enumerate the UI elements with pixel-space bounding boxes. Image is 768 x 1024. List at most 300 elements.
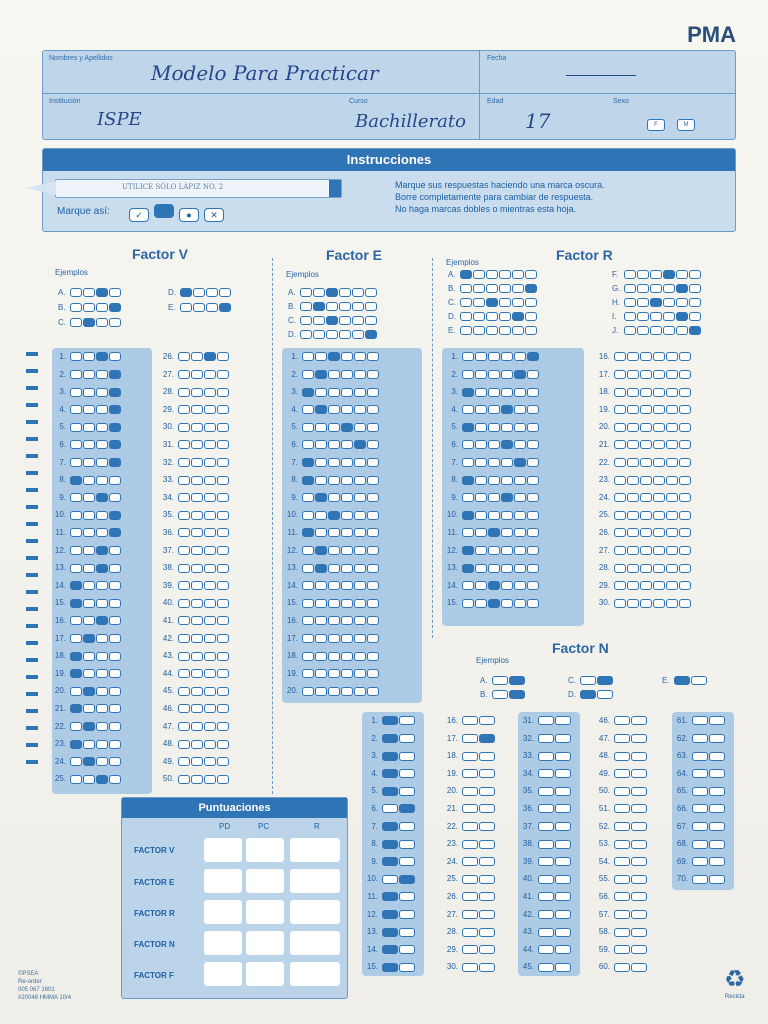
answer-bubble[interactable] xyxy=(367,528,379,537)
answer-bubble[interactable] xyxy=(328,476,340,485)
name-value[interactable]: Modelo Para Practicar xyxy=(151,61,379,85)
answer-bubble[interactable] xyxy=(631,875,647,884)
answer-bubble[interactable] xyxy=(640,493,652,502)
answer-bubble[interactable] xyxy=(475,546,487,555)
answer-bubble[interactable] xyxy=(178,722,190,731)
answer-bubble[interactable] xyxy=(499,326,511,335)
answer-bubble[interactable] xyxy=(302,546,314,555)
answer-bubble[interactable] xyxy=(109,775,121,784)
answer-bubble[interactable] xyxy=(204,599,216,608)
answer-bubble[interactable] xyxy=(614,476,626,485)
answer-bubble[interactable] xyxy=(666,546,678,555)
answer-bubble[interactable] xyxy=(217,370,229,379)
answer-bubble[interactable] xyxy=(614,945,630,954)
answer-bubble[interactable] xyxy=(614,769,630,778)
answer-bubble[interactable] xyxy=(109,704,121,713)
answer-bubble[interactable] xyxy=(631,928,647,937)
answer-bubble[interactable] xyxy=(367,388,379,397)
answer-bubble[interactable] xyxy=(204,722,216,731)
answer-bubble[interactable] xyxy=(70,775,82,784)
answer-bubble[interactable] xyxy=(614,528,626,537)
answer-bubble[interactable] xyxy=(70,652,82,661)
answer-bubble[interactable] xyxy=(512,284,524,293)
answer-bubble[interactable] xyxy=(689,270,701,279)
answer-bubble[interactable] xyxy=(70,740,82,749)
answer-bubble[interactable] xyxy=(614,910,630,919)
answer-bubble[interactable] xyxy=(328,423,340,432)
score-box[interactable] xyxy=(246,900,284,924)
answer-bubble[interactable] xyxy=(501,599,513,608)
answer-bubble[interactable] xyxy=(70,546,82,555)
answer-bubble[interactable] xyxy=(488,476,500,485)
answer-bubble[interactable] xyxy=(627,352,639,361)
answer-bubble[interactable] xyxy=(650,312,662,321)
answer-bubble[interactable] xyxy=(527,370,539,379)
answer-bubble[interactable] xyxy=(555,752,571,761)
answer-bubble[interactable] xyxy=(624,284,636,293)
score-box[interactable] xyxy=(246,931,284,955)
answer-bubble[interactable] xyxy=(462,581,474,590)
answer-bubble[interactable] xyxy=(96,405,108,414)
answer-bubble[interactable] xyxy=(399,716,415,725)
answer-bubble[interactable] xyxy=(204,370,216,379)
answer-bubble[interactable] xyxy=(341,458,353,467)
answer-bubble[interactable] xyxy=(217,634,229,643)
institution-value[interactable]: ISPE xyxy=(97,109,142,130)
answer-bubble[interactable] xyxy=(679,370,691,379)
score-box[interactable] xyxy=(290,962,340,986)
answer-bubble[interactable] xyxy=(488,370,500,379)
answer-bubble[interactable] xyxy=(692,734,708,743)
score-box[interactable] xyxy=(246,838,284,862)
answer-bubble[interactable] xyxy=(313,302,325,311)
answer-bubble[interactable] xyxy=(341,564,353,573)
answer-bubble[interactable] xyxy=(341,511,353,520)
answer-bubble[interactable] xyxy=(96,493,108,502)
answer-bubble[interactable] xyxy=(460,312,472,321)
answer-bubble[interactable] xyxy=(663,298,675,307)
answer-bubble[interactable] xyxy=(640,581,652,590)
answer-bubble[interactable] xyxy=(479,857,495,866)
answer-bubble[interactable] xyxy=(96,370,108,379)
answer-bubble[interactable] xyxy=(302,616,314,625)
answer-bubble[interactable] xyxy=(486,326,498,335)
answer-bubble[interactable] xyxy=(354,423,366,432)
answer-bubble[interactable] xyxy=(679,564,691,573)
answer-bubble[interactable] xyxy=(96,528,108,537)
answer-bubble[interactable] xyxy=(70,634,82,643)
answer-bubble[interactable] xyxy=(367,616,379,625)
answer-bubble[interactable] xyxy=(692,875,708,884)
answer-bubble[interactable] xyxy=(676,270,688,279)
answer-bubble[interactable] xyxy=(328,352,340,361)
answer-bubble[interactable] xyxy=(328,634,340,643)
answer-bubble[interactable] xyxy=(486,284,498,293)
answer-bubble[interactable] xyxy=(488,581,500,590)
answer-bubble[interactable] xyxy=(676,298,688,307)
answer-bubble[interactable] xyxy=(382,822,398,831)
answer-bubble[interactable] xyxy=(538,910,554,919)
answer-bubble[interactable] xyxy=(614,352,626,361)
answer-bubble[interactable] xyxy=(217,423,229,432)
answer-bubble[interactable] xyxy=(631,734,647,743)
answer-bubble[interactable] xyxy=(614,928,630,937)
answer-bubble[interactable] xyxy=(475,458,487,467)
score-box[interactable] xyxy=(204,869,242,893)
answer-bubble[interactable] xyxy=(653,599,665,608)
answer-bubble[interactable] xyxy=(70,564,82,573)
answer-bubble[interactable] xyxy=(614,581,626,590)
answer-bubble[interactable] xyxy=(217,546,229,555)
answer-bubble[interactable] xyxy=(109,687,121,696)
answer-bubble[interactable] xyxy=(514,599,526,608)
answer-bubble[interactable] xyxy=(204,528,216,537)
answer-bubble[interactable] xyxy=(597,690,613,699)
answer-bubble[interactable] xyxy=(109,722,121,731)
answer-bubble[interactable] xyxy=(666,511,678,520)
answer-bubble[interactable] xyxy=(462,511,474,520)
answer-bubble[interactable] xyxy=(460,270,472,279)
answer-bubble[interactable] xyxy=(191,652,203,661)
answer-bubble[interactable] xyxy=(83,303,95,312)
answer-bubble[interactable] xyxy=(473,326,485,335)
answer-bubble[interactable] xyxy=(109,423,121,432)
answer-bubble[interactable] xyxy=(462,370,474,379)
answer-bubble[interactable] xyxy=(83,388,95,397)
answer-bubble[interactable] xyxy=(399,963,415,972)
answer-bubble[interactable] xyxy=(399,734,415,743)
answer-bubble[interactable] xyxy=(399,769,415,778)
answer-bubble[interactable] xyxy=(679,511,691,520)
answer-bubble[interactable] xyxy=(527,458,539,467)
answer-bubble[interactable] xyxy=(488,440,500,449)
answer-bubble[interactable] xyxy=(96,288,108,297)
answer-bubble[interactable] xyxy=(663,326,675,335)
answer-bubble[interactable] xyxy=(525,270,537,279)
answer-bubble[interactable] xyxy=(313,288,325,297)
answer-bubble[interactable] xyxy=(676,312,688,321)
answer-bubble[interactable] xyxy=(204,775,216,784)
answer-bubble[interactable] xyxy=(614,734,630,743)
answer-bubble[interactable] xyxy=(204,546,216,555)
answer-bubble[interactable] xyxy=(354,669,366,678)
answer-bubble[interactable] xyxy=(399,752,415,761)
answer-bubble[interactable] xyxy=(525,326,537,335)
answer-bubble[interactable] xyxy=(367,476,379,485)
answer-bubble[interactable] xyxy=(631,963,647,972)
answer-bubble[interactable] xyxy=(624,270,636,279)
answer-bubble[interactable] xyxy=(180,303,192,312)
answer-bubble[interactable] xyxy=(354,546,366,555)
answer-bubble[interactable] xyxy=(83,511,95,520)
answer-bubble[interactable] xyxy=(666,476,678,485)
answer-bubble[interactable] xyxy=(302,634,314,643)
answer-bubble[interactable] xyxy=(191,352,203,361)
answer-bubble[interactable] xyxy=(479,769,495,778)
answer-bubble[interactable] xyxy=(204,476,216,485)
answer-bubble[interactable] xyxy=(538,945,554,954)
answer-bubble[interactable] xyxy=(479,787,495,796)
answer-bubble[interactable] xyxy=(109,740,121,749)
answer-bubble[interactable] xyxy=(509,676,525,685)
answer-bubble[interactable] xyxy=(631,822,647,831)
answer-bubble[interactable] xyxy=(527,511,539,520)
age-value[interactable]: 17 xyxy=(525,109,551,133)
answer-bubble[interactable] xyxy=(653,458,665,467)
answer-bubble[interactable] xyxy=(217,616,229,625)
answer-bubble[interactable] xyxy=(614,370,626,379)
answer-bubble[interactable] xyxy=(479,945,495,954)
answer-bubble[interactable] xyxy=(627,511,639,520)
answer-bubble[interactable] xyxy=(709,857,725,866)
answer-bubble[interactable] xyxy=(96,546,108,555)
answer-bubble[interactable] xyxy=(514,528,526,537)
answer-bubble[interactable] xyxy=(555,769,571,778)
answer-bubble[interactable] xyxy=(627,458,639,467)
answer-bubble[interactable] xyxy=(204,581,216,590)
answer-bubble[interactable] xyxy=(679,476,691,485)
answer-bubble[interactable] xyxy=(217,757,229,766)
answer-bubble[interactable] xyxy=(302,458,314,467)
answer-bubble[interactable] xyxy=(653,581,665,590)
answer-bubble[interactable] xyxy=(302,370,314,379)
answer-bubble[interactable] xyxy=(96,634,108,643)
answer-bubble[interactable] xyxy=(382,875,398,884)
answer-bubble[interactable] xyxy=(328,528,340,537)
answer-bubble[interactable] xyxy=(83,599,95,608)
answer-bubble[interactable] xyxy=(83,704,95,713)
answer-bubble[interactable] xyxy=(631,716,647,725)
answer-bubble[interactable] xyxy=(580,676,596,685)
answer-bubble[interactable] xyxy=(382,892,398,901)
answer-bubble[interactable] xyxy=(462,787,478,796)
answer-bubble[interactable] xyxy=(679,388,691,397)
answer-bubble[interactable] xyxy=(382,734,398,743)
answer-bubble[interactable] xyxy=(191,599,203,608)
answer-bubble[interactable] xyxy=(217,687,229,696)
answer-bubble[interactable] xyxy=(191,669,203,678)
answer-bubble[interactable] xyxy=(354,599,366,608)
answer-bubble[interactable] xyxy=(525,298,537,307)
answer-bubble[interactable] xyxy=(96,303,108,312)
answer-bubble[interactable] xyxy=(70,370,82,379)
answer-bubble[interactable] xyxy=(109,669,121,678)
answer-bubble[interactable] xyxy=(341,440,353,449)
answer-bubble[interactable] xyxy=(479,963,495,972)
answer-bubble[interactable] xyxy=(676,284,688,293)
answer-bubble[interactable] xyxy=(473,312,485,321)
answer-bubble[interactable] xyxy=(204,405,216,414)
answer-bubble[interactable] xyxy=(691,676,707,685)
answer-bubble[interactable] xyxy=(479,840,495,849)
answer-bubble[interactable] xyxy=(302,528,314,537)
answer-bubble[interactable] xyxy=(83,288,95,297)
answer-bubble[interactable] xyxy=(315,669,327,678)
answer-bubble[interactable] xyxy=(663,284,675,293)
answer-bubble[interactable] xyxy=(367,405,379,414)
answer-bubble[interactable] xyxy=(653,440,665,449)
answer-bubble[interactable] xyxy=(83,546,95,555)
answer-bubble[interactable] xyxy=(627,564,639,573)
answer-bubble[interactable] xyxy=(109,616,121,625)
answer-bubble[interactable] xyxy=(514,440,526,449)
answer-bubble[interactable] xyxy=(631,857,647,866)
answer-bubble[interactable] xyxy=(315,528,327,537)
answer-bubble[interactable] xyxy=(178,440,190,449)
answer-bubble[interactable] xyxy=(352,302,364,311)
answer-bubble[interactable] xyxy=(614,857,630,866)
answer-bubble[interactable] xyxy=(109,303,121,312)
answer-bubble[interactable] xyxy=(640,564,652,573)
answer-bubble[interactable] xyxy=(315,634,327,643)
answer-bubble[interactable] xyxy=(462,857,478,866)
answer-bubble[interactable] xyxy=(462,945,478,954)
answer-bubble[interactable] xyxy=(315,616,327,625)
answer-bubble[interactable] xyxy=(555,840,571,849)
answer-bubble[interactable] xyxy=(328,669,340,678)
answer-bubble[interactable] xyxy=(488,493,500,502)
answer-bubble[interactable] xyxy=(555,857,571,866)
answer-bubble[interactable] xyxy=(488,546,500,555)
answer-bubble[interactable] xyxy=(206,288,218,297)
answer-bubble[interactable] xyxy=(382,752,398,761)
answer-bubble[interactable] xyxy=(527,476,539,485)
answer-bubble[interactable] xyxy=(692,716,708,725)
answer-bubble[interactable] xyxy=(204,388,216,397)
answer-bubble[interactable] xyxy=(96,581,108,590)
answer-bubble[interactable] xyxy=(462,752,478,761)
answer-bubble[interactable] xyxy=(653,405,665,414)
answer-bubble[interactable] xyxy=(475,564,487,573)
score-box[interactable] xyxy=(290,931,340,955)
answer-bubble[interactable] xyxy=(399,945,415,954)
answer-bubble[interactable] xyxy=(217,352,229,361)
answer-bubble[interactable] xyxy=(462,440,474,449)
answer-bubble[interactable] xyxy=(514,370,526,379)
answer-bubble[interactable] xyxy=(354,370,366,379)
answer-bubble[interactable] xyxy=(326,288,338,297)
answer-bubble[interactable] xyxy=(219,303,231,312)
answer-bubble[interactable] xyxy=(627,405,639,414)
answer-bubble[interactable] xyxy=(462,963,478,972)
answer-bubble[interactable] xyxy=(514,388,526,397)
answer-bubble[interactable] xyxy=(580,690,596,699)
answer-bubble[interactable] xyxy=(640,511,652,520)
answer-bubble[interactable] xyxy=(462,599,474,608)
answer-bubble[interactable] xyxy=(492,676,508,685)
answer-bubble[interactable] xyxy=(328,405,340,414)
answer-bubble[interactable] xyxy=(627,370,639,379)
answer-bubble[interactable] xyxy=(204,652,216,661)
answer-bubble[interactable] xyxy=(679,599,691,608)
answer-bubble[interactable] xyxy=(653,528,665,537)
sex-m-bubble[interactable]: M xyxy=(677,119,695,131)
answer-bubble[interactable] xyxy=(527,546,539,555)
answer-bubble[interactable] xyxy=(178,634,190,643)
answer-bubble[interactable] xyxy=(382,840,398,849)
answer-bubble[interactable] xyxy=(637,298,649,307)
answer-bubble[interactable] xyxy=(512,326,524,335)
answer-bubble[interactable] xyxy=(488,458,500,467)
answer-bubble[interactable] xyxy=(315,370,327,379)
answer-bubble[interactable] xyxy=(614,440,626,449)
answer-bubble[interactable] xyxy=(637,270,649,279)
answer-bubble[interactable] xyxy=(217,476,229,485)
answer-bubble[interactable] xyxy=(512,312,524,321)
answer-bubble[interactable] xyxy=(313,316,325,325)
answer-bubble[interactable] xyxy=(341,528,353,537)
answer-bubble[interactable] xyxy=(328,370,340,379)
answer-bubble[interactable] xyxy=(70,458,82,467)
answer-bubble[interactable] xyxy=(191,405,203,414)
answer-bubble[interactable] xyxy=(627,476,639,485)
answer-bubble[interactable] xyxy=(486,298,498,307)
answer-bubble[interactable] xyxy=(614,511,626,520)
answer-bubble[interactable] xyxy=(96,388,108,397)
answer-bubble[interactable] xyxy=(650,326,662,335)
answer-bubble[interactable] xyxy=(614,388,626,397)
answer-bubble[interactable] xyxy=(83,318,95,327)
answer-bubble[interactable] xyxy=(382,857,398,866)
answer-bubble[interactable] xyxy=(475,370,487,379)
answer-bubble[interactable] xyxy=(555,716,571,725)
answer-bubble[interactable] xyxy=(527,423,539,432)
answer-bubble[interactable] xyxy=(70,440,82,449)
answer-bubble[interactable] xyxy=(328,564,340,573)
answer-bubble[interactable] xyxy=(70,493,82,502)
answer-bubble[interactable] xyxy=(501,476,513,485)
answer-bubble[interactable] xyxy=(501,352,513,361)
answer-bubble[interactable] xyxy=(709,769,725,778)
answer-bubble[interactable] xyxy=(627,493,639,502)
answer-bubble[interactable] xyxy=(399,857,415,866)
answer-bubble[interactable] xyxy=(70,687,82,696)
answer-bubble[interactable] xyxy=(527,352,539,361)
answer-bubble[interactable] xyxy=(354,405,366,414)
answer-bubble[interactable] xyxy=(96,318,108,327)
answer-bubble[interactable] xyxy=(315,652,327,661)
answer-bubble[interactable] xyxy=(328,458,340,467)
answer-bubble[interactable] xyxy=(650,298,662,307)
answer-bubble[interactable] xyxy=(315,388,327,397)
answer-bubble[interactable] xyxy=(341,388,353,397)
answer-bubble[interactable] xyxy=(70,528,82,537)
answer-bubble[interactable] xyxy=(631,840,647,849)
answer-bubble[interactable] xyxy=(109,370,121,379)
answer-bubble[interactable] xyxy=(354,528,366,537)
answer-bubble[interactable] xyxy=(178,669,190,678)
answer-bubble[interactable] xyxy=(399,875,415,884)
answer-bubble[interactable] xyxy=(70,388,82,397)
answer-bubble[interactable] xyxy=(666,352,678,361)
answer-bubble[interactable] xyxy=(462,388,474,397)
answer-bubble[interactable] xyxy=(109,318,121,327)
answer-bubble[interactable] xyxy=(692,787,708,796)
answer-bubble[interactable] xyxy=(96,564,108,573)
answer-bubble[interactable] xyxy=(479,892,495,901)
answer-bubble[interactable] xyxy=(475,599,487,608)
answer-bubble[interactable] xyxy=(109,405,121,414)
answer-bubble[interactable] xyxy=(631,892,647,901)
answer-bubble[interactable] xyxy=(178,704,190,713)
answer-bubble[interactable] xyxy=(462,716,478,725)
answer-bubble[interactable] xyxy=(217,564,229,573)
answer-bubble[interactable] xyxy=(527,581,539,590)
answer-bubble[interactable] xyxy=(640,599,652,608)
answer-bubble[interactable] xyxy=(499,284,511,293)
answer-bubble[interactable] xyxy=(315,564,327,573)
answer-bubble[interactable] xyxy=(509,690,525,699)
